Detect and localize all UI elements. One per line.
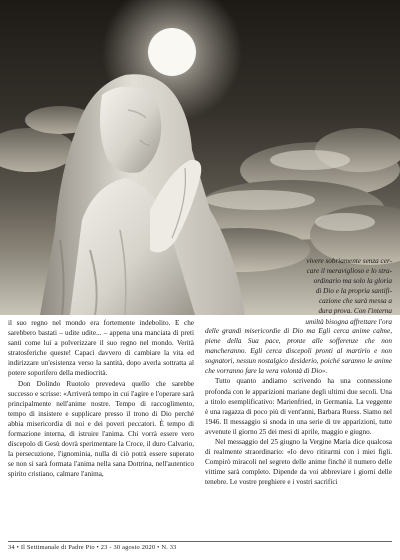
moon [148, 28, 196, 76]
paragraph: Tutto quanto andiamo scrivendo ha una connessione profonda con le apparizioni mariane degli ultimi due secoli. Una a titolo esemplificativo: Marienfried, in Germania. La veggente è una ragazza di poco più di vent'anni, Barbara Ruess. Siamo nel 1946. Il messaggio si snoda in una serie di tre apparizioni, tutte avvenute il giorno 25 dei mesi di aprile, maggio e giugno. [205, 377, 392, 436]
text-line: ordinario ma solo la gloria [313, 277, 392, 286]
paragraph: il suo regno nel mondo era fortemente indebolito. E che sarebbero bastati – udite udite... – appena una manciata di preti santi come lui a polverizzare il suo regno nel mondo. Verità stratosferiche queste! Capaci davvero di cambiare la vita ed indirizzare un'esistenza verso la santità, dopo averla sottratta al potere soporifero della mediocrità. [8, 319, 194, 378]
text-line: di Dio e la propria santifi- [315, 287, 392, 296]
right-text-column [205, 326, 392, 531]
text-line: umiltà bisogna affrettare l'ora [305, 317, 392, 326]
italic-quote-over-photo [205, 256, 392, 326]
text-line: care il meraviglioso e lo stra- [306, 267, 392, 276]
paragraph: delle grandi misericordie di Dio ma Egli cerca anime calme, piene della Sua pace, pronte alle sofferenze che non mancheranno. Egli cerca discepoli pronti al martirio e non sognatori, nessun nostalgico desiderio, poiché saranno le anime che vorranno fare la vera volontà di Dio». [205, 327, 392, 376]
text-line: cazione che sarà messa a [318, 297, 392, 306]
paragraph: Nel messaggio del 25 giugno la Vergine Maria dice qualcosa di realmente straordinario: «Io devo ritirarmi con i miei figli. Compirò miracoli nel segreto delle anime finché il numero delle vittime sarà completo. Dipende da voi abbreviare i giorni delle tenebre. Le vostre preghiere e i vostri sacrifici [205, 438, 392, 487]
paragraph: Don Dolindo Ruotolo prevedeva quello che sarebbe successo e scrisse: «Arriverà tempo in cui l'agire e l'operare sarà principalmente nell'anime nostre. Tempo di raccoglimento, tempo di insistere e supplicare presso il trono di Dio perché abbia misericordia di noi e dei poveri peccatori. È tempo di formazione interna, di istruire l'anima. Chi vorrà essere vero discepolo di Gesù dovrà sperimentare la Croce, il duro Calvario, la persecuzione, l'ignominia, nulla di ciò potrà essere superato se non si sarà formata l'anima nella sana Dottrina, nell'autentico spirito cristiano, calmare l'anima, [8, 379, 194, 479]
page-footer: 34 • Il Settimanale di Padre Pio • 23 - 30 agosto 2020 • N. 33 [8, 544, 177, 551]
text-line: vivere sobriamente senza cer- [306, 257, 392, 265]
left-text-column [8, 318, 194, 531]
footer-rule [8, 541, 392, 542]
text-line: dura prova. Con l'interna [318, 307, 392, 316]
